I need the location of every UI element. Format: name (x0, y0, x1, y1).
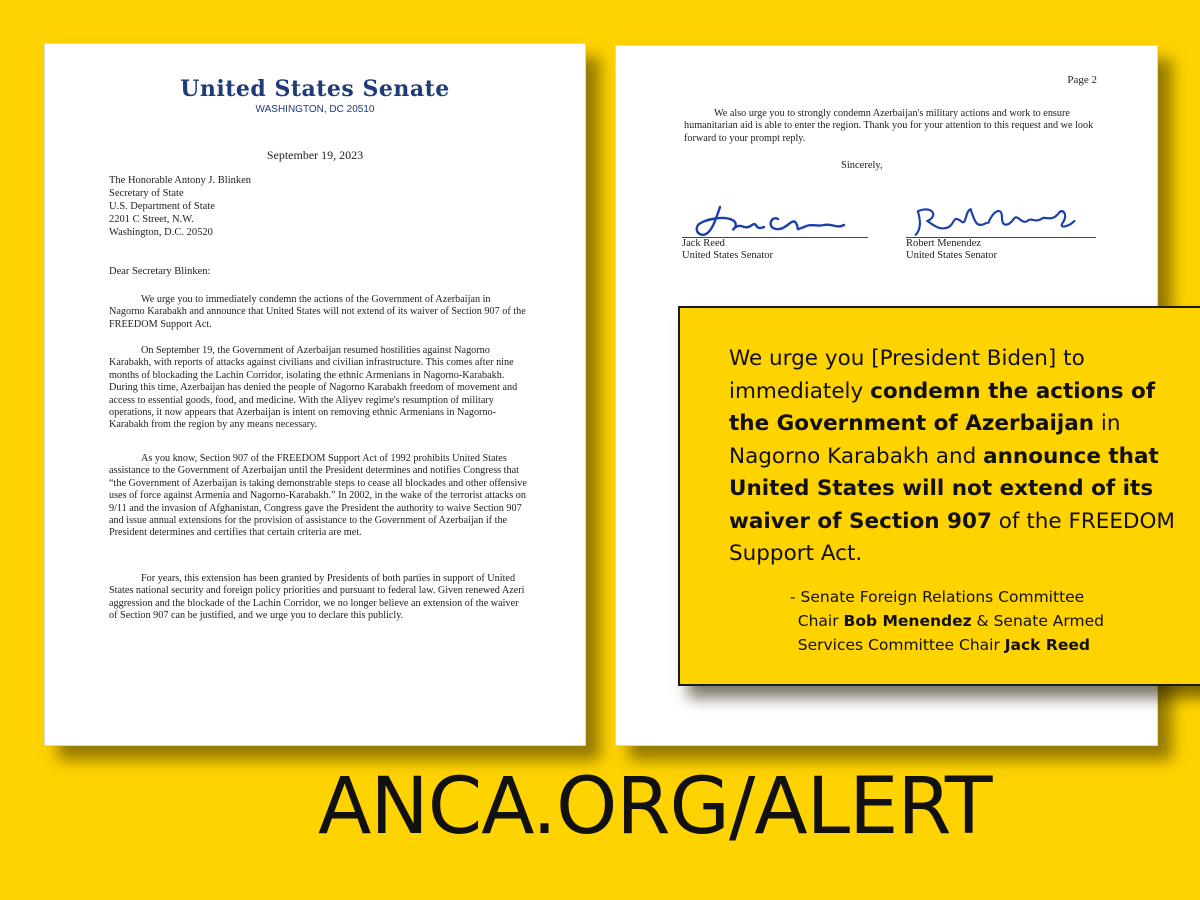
attribution-text: Services Committee Chair (797, 636, 1005, 654)
attribution-text: Chair (797, 612, 844, 630)
signer-block (682, 238, 773, 262)
address-line: Secretary of State (109, 188, 184, 199)
address-line: The Honorable Antony J. Blinken (109, 175, 252, 186)
letter-paragraph: We urge you to immediately condemn the actions of the Government of Azerbaijan in Nagorno Karabakh and announce that United States will not extend of its waiver of Section 907 of the FREEDOM Support Act. (109, 294, 526, 330)
letter-date: September 19, 2023 (266, 148, 364, 162)
quote-segment-bold: condemn the actions of the Government of Azerbaijan (729, 378, 1156, 436)
attribution-name: Bob Menendez (843, 612, 972, 630)
signature-jack-reed (682, 201, 868, 241)
address-line: Washington, D.C. 20520 (109, 227, 213, 238)
quote-callout (678, 306, 1200, 686)
footer-url: ANCA.ORG/ALERT (318, 762, 992, 852)
signature-robert-menendez (906, 201, 1092, 241)
attribution-line (790, 633, 1170, 657)
attribution-line: - Senate Foreign Relations Committee (790, 588, 1085, 606)
letter-paragraph: We also urge you to strongly condemn Azerbaijan's military actions and work to ensure humanitarian aid is able to enter the region. Thank you for your attention to this request and we look forward to your prompt reply. (684, 108, 1094, 144)
quote-attribution (790, 585, 1170, 657)
attribution-name: Jack Reed (1004, 636, 1090, 654)
quote-text (729, 343, 1189, 571)
attribution-text: & Senate Armed (971, 612, 1104, 630)
attribution-line (790, 609, 1170, 633)
address-line: U.S. Department of State (109, 201, 215, 212)
signer-block (906, 238, 997, 262)
letter-paragraph: On September 19, the Government of Azerbaijan resumed hostilities against Nagorno Karabakh, with reports of attacks against civilians and civilian infrastructure. This comes after nine months of blockading the Lachin Corridor, isolating the ethnic Armenians in Nagorno-Karabakh. During this time, Azerbaijan has denied the people of Nagorno Karabakh freedom of movement and access to essential goods, food, and medicine. With the Aliyev regime's resumption of military operations, it now appears that Azerbaijan is intent on removing ethnic Armenians in Nagorno-Karabakh from the region by any means necessary. (109, 345, 518, 431)
letter-page-1 (44, 43, 586, 746)
letter-paragraph: As you know, Section 907 of the FREEDOM Support Act of 1992 prohibits United States assistance to the Government of Azerbaijan until the President determines and notifies Congress that “the Government of Azerbaijan is taking demonstrable steps to cease all blockades and other offensive uses of force against Armenia and Nagorno-Karabakh.” In 2002, in the wake of the terrorist attacks on 9/11 and the invasion of Afghanistan, Congress gave the President the authority to waive Section 907 and issue annual extensions for the provision of assistance to the Government of Azerbaijan if the President determines and certifies that certain criteria are met. (109, 453, 527, 539)
signer-title: United States Senator (906, 250, 997, 261)
signer-name: Robert Menendez (906, 238, 981, 249)
quote-segment-bold: announce that United States will not extend of its waiver of Section 907 (729, 443, 1159, 534)
signer-title: United States Senator (682, 250, 773, 261)
signer-name: Jack Reed (682, 238, 725, 249)
quote-segment: in Nagorno Karabakh and (729, 411, 1121, 469)
salutation: Dear Secretary Blinken: (109, 266, 211, 277)
letterhead-title: United States Senate (180, 76, 450, 102)
recipient-address (109, 174, 251, 239)
address-line: 2201 C Street, N.W. (109, 214, 194, 225)
quote-segment: of the FREEDOM Support Act. (729, 508, 1175, 566)
page-number: Page 2 (1067, 74, 1097, 86)
closing: Sincerely, (841, 160, 883, 171)
quote-segment: We urge you [President Biden] to immediately (729, 346, 1085, 404)
letterhead-subtitle: WASHINGTON, DC 20510 (255, 104, 375, 115)
letter-paragraph: For years, this extension has been granted by Presidents of both parties in support of United States national security and foreign policy priorities and pursuant to federal law. Given renewed Azeri aggression and the blockade of the Lachin Corridor, we no longer believe an extension of the waiver of Section 907 can be justified, and we urge you to declare this publicly. (109, 573, 525, 622)
